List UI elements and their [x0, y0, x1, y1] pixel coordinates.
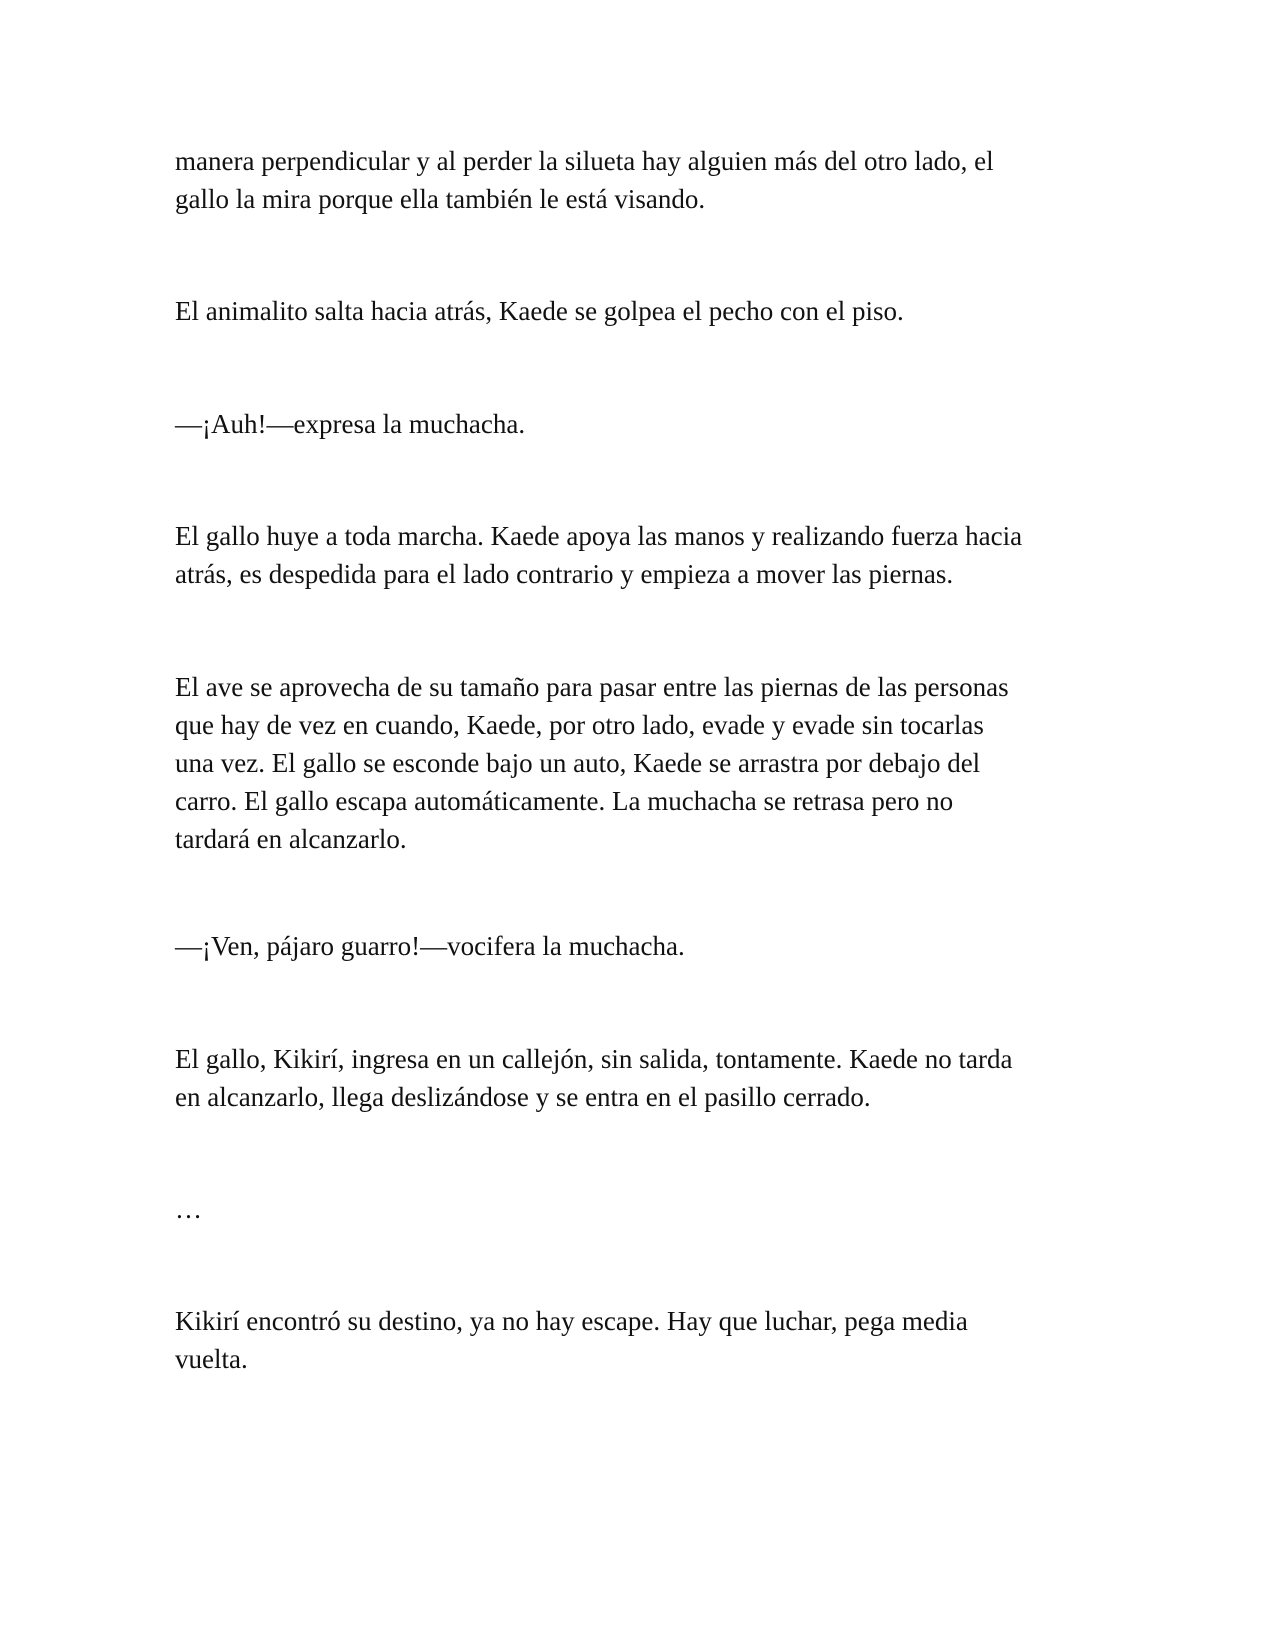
paragraph-line: tardará en alcanzarlo.: [175, 824, 407, 854]
scene-break: [175, 1190, 1095, 1228]
paragraph-5: [175, 1040, 1095, 1116]
paragraph-2: [175, 292, 1095, 330]
ellipsis-text: …: [175, 1194, 202, 1224]
paragraph-line: vuelta.: [175, 1344, 248, 1374]
paragraph-line: manera perpendicular y al perder la silueta hay alguien más del otro lado, el: [175, 146, 994, 176]
paragraph-line: carro. El gallo escapa automáticamente. La muchacha se retrasa pero no: [175, 786, 954, 816]
paragraph-3: [175, 517, 1095, 593]
paragraph-6: [175, 1302, 1095, 1378]
paragraph-line: una vez. El gallo se esconde bajo un auto, Kaede se arrastra por debajo del: [175, 748, 981, 778]
paragraph-line: Kikirí encontró su destino, ya no hay escape. Hay que luchar, pega media: [175, 1306, 968, 1336]
paragraph-line: —¡Ven, pájaro guarro!—vocifera la muchacha.: [175, 931, 685, 961]
paragraph-line: El gallo huye a toda marcha. Kaede apoya las manos y realizando fuerza hacia: [175, 521, 1023, 551]
paragraph-line: El animalito salta hacia atrás, Kaede se golpea el pecho con el piso.: [175, 296, 904, 326]
paragraph-4: [175, 668, 1095, 858]
dialogue-2: [175, 927, 1095, 965]
paragraph-line: —¡Auh!—expresa la muchacha.: [175, 409, 526, 439]
paragraph-line: gallo la mira porque ella también le está visando.: [175, 184, 706, 214]
paragraph-line: El gallo, Kikirí, ingresa en un callejón, sin salida, tontamente. Kaede no tarda: [175, 1044, 1013, 1074]
paragraph-line: en alcanzarlo, llega deslizándose y se entra en el pasillo cerrado.: [175, 1082, 871, 1112]
paragraph-line: que hay de vez en cuando, Kaede, por otro lado, evade y evade sin tocarlas: [175, 710, 984, 740]
paragraph-line: atrás, es despedida para el lado contrario y empieza a mover las piernas.: [175, 559, 954, 589]
dialogue-1: [175, 405, 1095, 443]
paragraph-line: El ave se aprovecha de su tamaño para pasar entre las piernas de las personas: [175, 672, 1009, 702]
paragraph-1: [175, 142, 1095, 218]
